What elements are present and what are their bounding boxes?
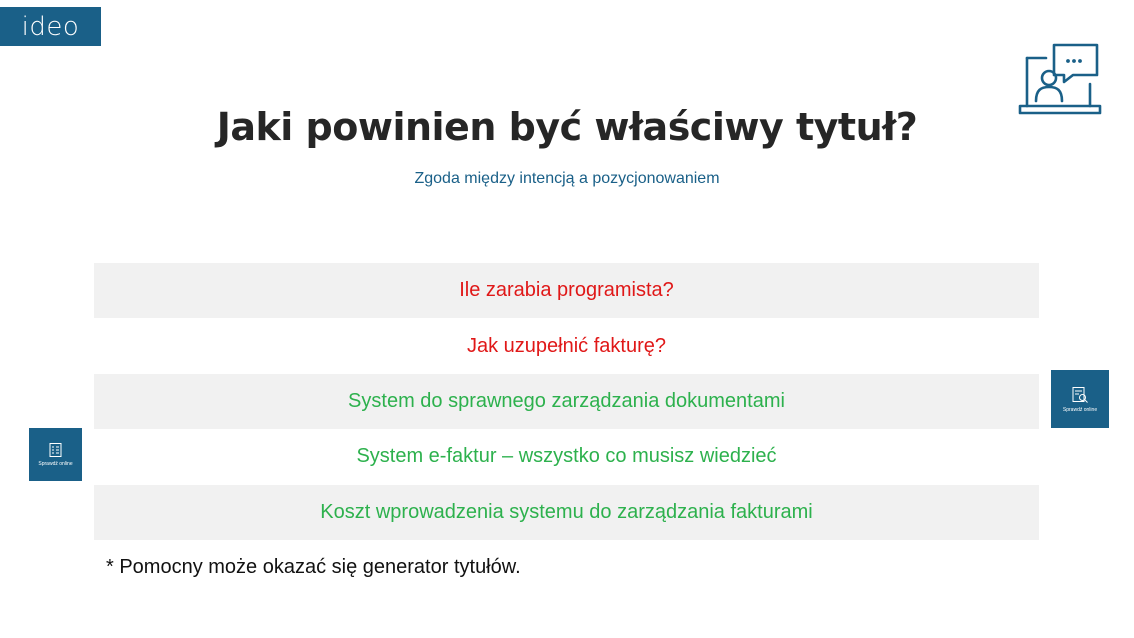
example-title-row	[94, 374, 1039, 429]
title-examples-list	[94, 263, 1039, 540]
footnote: * Pomocny może okazać się generator tytułów.	[106, 556, 521, 578]
check-online-badge-right[interactable]	[1051, 370, 1109, 428]
document-search-icon	[1071, 386, 1089, 404]
check-online-badge-left[interactable]	[29, 428, 82, 481]
document-checklist-icon	[48, 442, 64, 458]
example-title-text: System e-faktur – wszystko co musisz wiedzieć	[356, 445, 777, 468]
example-title-row	[94, 429, 1039, 484]
example-title-row	[94, 318, 1039, 373]
badge-label: Sprawdź online	[1062, 406, 1098, 413]
example-title-text: System do sprawnego zarządzania dokumentami	[348, 389, 785, 412]
example-title-text: Ile zarabia programista?	[459, 279, 674, 302]
logo-text: ideo	[21, 11, 80, 42]
page-title: Jaki powinien być właściwy tytuł?	[216, 105, 918, 149]
badge-label: Sprawdź online	[38, 461, 73, 467]
example-title-text: Koszt wprowadzenia systemu do zarządzania fakturami	[320, 500, 813, 523]
page-subtitle: Zgoda między intencją a pozycjonowaniem	[414, 170, 720, 187]
example-title-row	[94, 485, 1039, 540]
example-title-text: Jak uzupełnić fakturę?	[466, 334, 666, 357]
example-title-row	[94, 263, 1039, 318]
ideo-logo	[0, 7, 101, 46]
